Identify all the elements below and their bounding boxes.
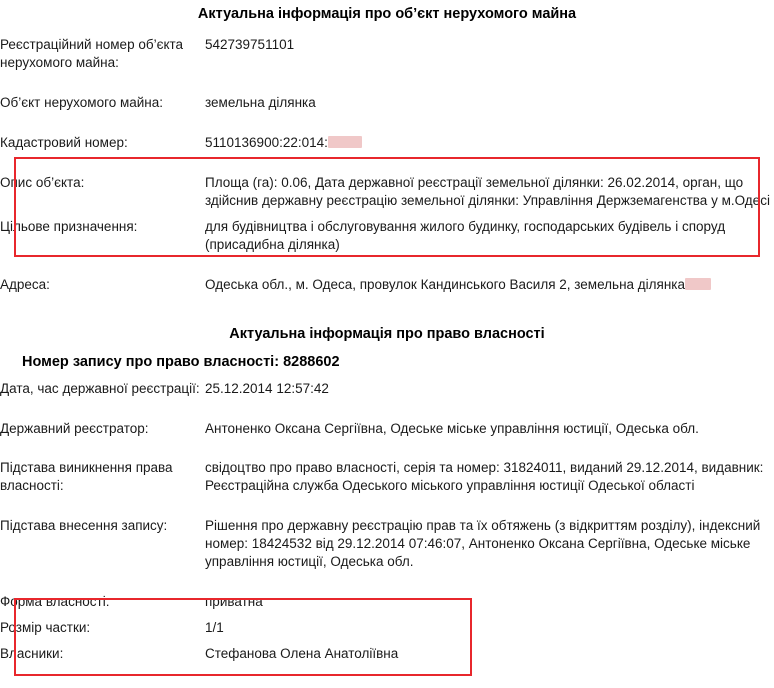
gap-cell <box>205 156 774 170</box>
gap-cell <box>0 76 205 90</box>
gap-cell <box>205 575 774 589</box>
row-gap <box>0 156 774 170</box>
row-gap <box>0 402 774 416</box>
row-value <box>205 455 774 499</box>
row-value-text: 542739751101 <box>205 37 295 52</box>
row-value-text: Площа (га): 0.06, Дата державної реєстрації земельної ділянки: 26.02.2014, орган, що здійснив державну реєстрацію земельної ділянки: Управління Держземагенства у м.Одесі <box>205 174 770 208</box>
row-gap <box>0 441 774 455</box>
table-row <box>0 32 774 76</box>
table-row-highlighted <box>0 615 774 641</box>
gap-cell <box>0 258 205 272</box>
row-label: Форма власності: <box>0 594 110 610</box>
table-row <box>0 272 774 298</box>
redaction-mark <box>328 136 362 148</box>
row-value-text: Стефанова Олена Анатоліївна <box>205 646 399 662</box>
redaction-mark <box>685 278 711 290</box>
gap-cell <box>0 441 205 455</box>
table-row-highlighted <box>0 170 774 214</box>
property-info-table <box>0 32 774 298</box>
section-spacer <box>0 298 774 320</box>
row-value-text: для будівництва і обслуговування жилого будинку, господарських будівель і споруд (присадибна ділянка) <box>205 218 726 252</box>
gap-cell <box>205 402 774 416</box>
gap-cell <box>0 499 205 513</box>
row-value-text: свідоцтво про право власності, серія та номер: 31824011, виданий 29.12.2014, видавник: Реєстраційна служба Одеського міського управління юстиції Одеської області <box>205 460 764 494</box>
row-label: Розмір частки: <box>0 620 91 636</box>
gap-cell <box>205 499 774 513</box>
gap-cell <box>0 156 205 170</box>
row-value <box>205 615 774 641</box>
row-gap <box>0 258 774 272</box>
row-value <box>205 641 774 667</box>
gap-cell <box>205 441 774 455</box>
table-row-highlighted <box>0 589 774 615</box>
gap-cell <box>0 402 205 416</box>
row-value-text: 5110136900:22:014: <box>205 134 328 150</box>
ownership-record-number-value: 8288602 <box>283 353 340 370</box>
row-value-text: Одеська обл., м. Одеса, провулок Кандинського Василя 2, земельна ділянка <box>205 276 686 292</box>
row-value <box>205 130 774 156</box>
row-value-text: 1/1 <box>205 620 224 636</box>
row-value-text: приватна <box>205 594 263 610</box>
row-value <box>205 416 774 442</box>
gap-cell <box>205 258 774 272</box>
row-label: Реєстраційний номер об’єкта нерухомого майна: <box>0 37 184 70</box>
gap-cell <box>205 116 774 130</box>
row-label: Об’єкт нерухомого майна: <box>0 94 164 110</box>
row-gap <box>0 575 774 589</box>
table-row <box>0 130 774 156</box>
row-label: Власники: <box>0 646 64 662</box>
row-value-text: Рішення про державну реєстрацію прав та їх обтяжень (з відкриттям розділу), індексний номер: 18424532 від 29.12.2014 07:46:07, Антоненко Оксана Сергіївна, Одеське міське управління юстиції, Одеська обл. <box>205 518 761 570</box>
row-label: Адреса: <box>0 276 50 292</box>
gap-cell <box>205 76 774 90</box>
row-value <box>205 214 774 258</box>
ownership-record-number-label: Номер запису про право власності: <box>22 353 280 370</box>
row-value-text: 25.12.2014 12:57:42 <box>205 380 329 396</box>
section-title-ownership-info: Актуальна інформація про право власності <box>229 325 545 342</box>
row-label: Цільове призначення: <box>0 218 138 234</box>
row-label: Державний реєстратор: <box>0 420 149 436</box>
row-value <box>205 170 774 214</box>
gap-cell <box>0 116 205 130</box>
table-row <box>0 416 774 442</box>
row-label: Кадастровий номер: <box>0 134 128 150</box>
row-value <box>205 589 774 615</box>
row-value <box>205 272 774 298</box>
row-gap <box>0 116 774 130</box>
row-value-text: земельна ділянка <box>205 94 316 110</box>
ownership-record-number <box>0 352 774 376</box>
table-row-highlighted <box>0 214 774 258</box>
row-label: Дата, час державної реєстрації: <box>0 380 200 396</box>
ownership-info-table <box>0 376 774 668</box>
table-row <box>0 513 774 575</box>
table-row <box>0 90 774 116</box>
row-value <box>205 376 774 402</box>
table-row-highlighted <box>0 641 774 667</box>
row-value <box>205 32 774 76</box>
section-title-property-info: Актуальна інформація про об’єкт нерухомого майна <box>197 6 577 22</box>
row-label: Опис об’єкта: <box>0 174 85 190</box>
gap-cell <box>0 575 205 589</box>
row-value-text: Антоненко Оксана Сергіївна, Одеське міське управління юстиції, Одеська обл. <box>205 420 699 436</box>
row-value <box>205 90 774 116</box>
row-value <box>205 513 774 575</box>
row-gap <box>0 499 774 513</box>
row-label: Підстава внесення запису: <box>0 518 168 534</box>
table-row <box>0 376 774 402</box>
table-row <box>0 455 774 499</box>
row-gap <box>0 76 774 90</box>
row-label: Підстава виникнення права власності: <box>0 460 173 494</box>
